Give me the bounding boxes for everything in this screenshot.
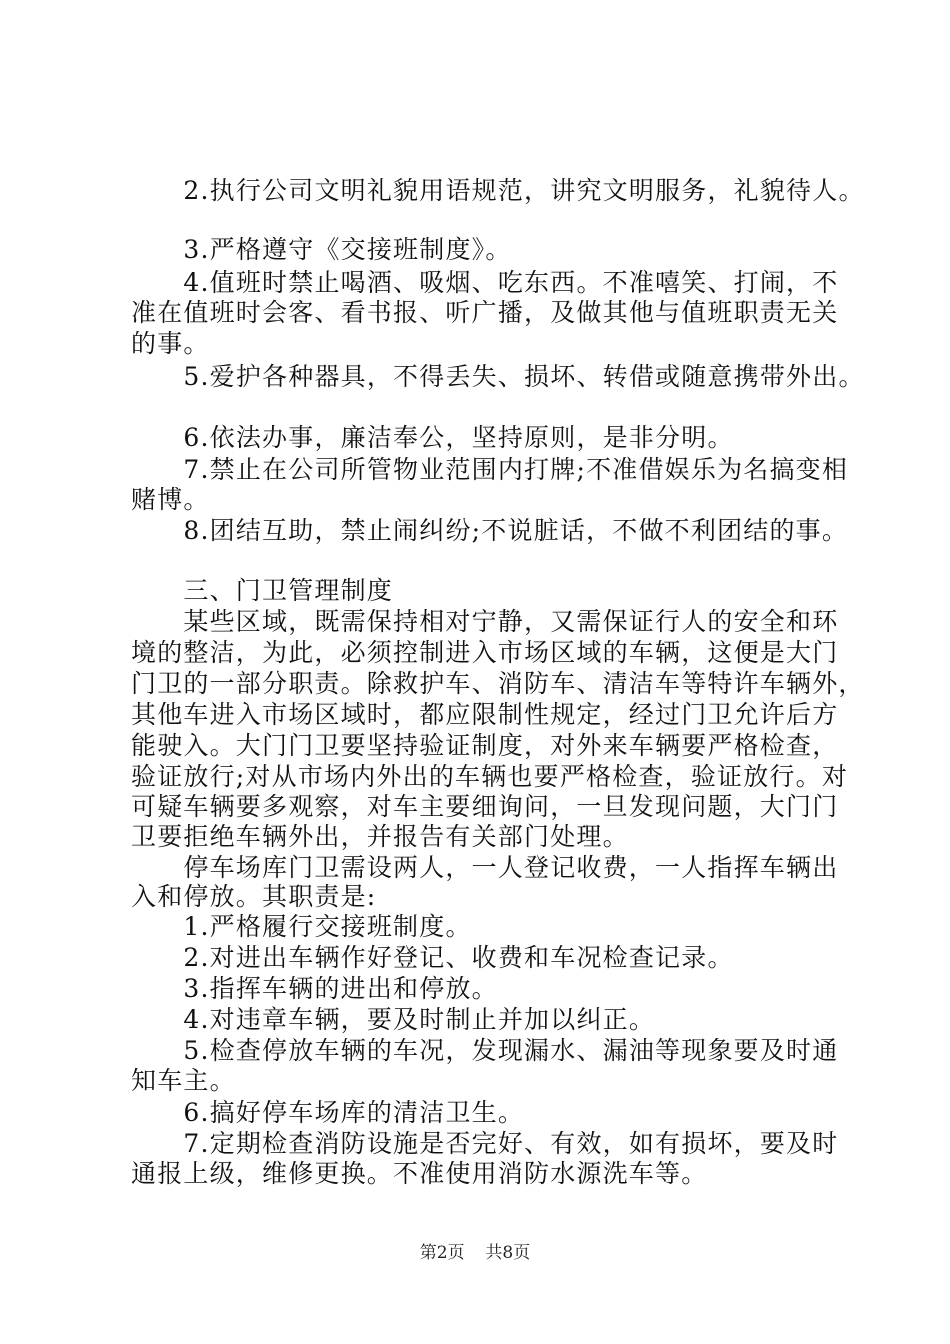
list-item: 1.严格履行交接班制度。 [131,912,472,941]
paragraph-line: 某些区域，既需保持相对宁静，又需保证行人的安全和环 [131,607,839,636]
paragraph-line: 验证放行;对从市场内外出的车辆也要严格检查，验证放行。对 [131,762,849,791]
list-item: 7.定期检查消防设施是否完好、有效，如有损坏，要及时 [131,1129,839,1158]
paragraph-line: 准在值班时会客、看书报、听广播，及做其他与值班职责无关 [131,298,839,327]
list-item: 4.对违章车辆，要及时制止并加以纠正。 [131,1005,656,1034]
paragraph-line: 4.值班时禁止喝酒、吸烟、吃东西。不准嘻笑、打闹，不 [131,268,839,297]
list-item: 3.指挥车辆的进出和停放。 [131,974,498,1003]
paragraph-line: 门卫的一部分职责。除救护车、消防车、清洁车等特许车辆外， [131,669,865,698]
page-footer [0,1243,950,1263]
list-item: 6.搞好停车场库的清洁卫生。 [131,1098,525,1127]
paragraph-line: 停车场库门卫需设两人，一人登记收费，一人指挥车辆出 [131,853,839,882]
list-item: 5.检查停放车辆的车况，发现漏水、漏油等现象要及时通 [131,1036,839,1065]
paragraph-line: 3.严格遵守《交接班制度》。 [131,235,512,264]
paragraph-line: 知车主。 [131,1066,236,1095]
list-item: 2.对进出车辆作好登记、收费和车况检查记录。 [131,943,734,972]
paragraph-line: 7.禁止在公司所管物业范围内打牌;不准借娱乐为名搞变相 [131,455,849,484]
paragraph-line: 入和停放。其职责是: [131,882,377,911]
paragraph-line: 赌博。 [131,485,210,514]
page-total: 共8页 [485,1243,531,1263]
paragraph-line: 8.团结互助，禁止闹纠纷;不说脏话，不做不利团结的事。 [131,516,849,545]
paragraph-line: 能驶入。大门门卫要坚持验证制度，对外来车辆要严格检查， [131,731,839,760]
paragraph-line: 卫要拒绝车辆外出，并报告有关部门处理。 [131,822,629,851]
paragraph-line: 可疑车辆要多观察，对车主要细询问，一旦发现问题，大门门 [131,792,839,821]
paragraph-line: 2.执行公司文明礼貌用语规范，讲究文明服务，礼貌待人。 [131,176,865,205]
page-number: 第2页 [419,1243,465,1263]
paragraph-line: 的事。 [131,329,210,358]
paragraph-line: 其他车进入市场区域时，都应限制性规定，经过门卫允许后方 [131,700,839,729]
section-heading: 三、门卫管理制度 [131,576,394,605]
paragraph-line: 通报上级，维修更换。不准使用消防水源洗车等。 [131,1159,708,1188]
paragraph-line: 6.依法办事，廉洁奉公，坚持原则，是非分明。 [131,423,734,452]
paragraph-line: 境的整洁，为此，必须控制进入市场区域的车辆，这便是大门 [131,638,839,667]
paragraph-line: 5.爱护各种器具，不得丢失、损坏、转借或随意携带外出。 [131,362,865,391]
